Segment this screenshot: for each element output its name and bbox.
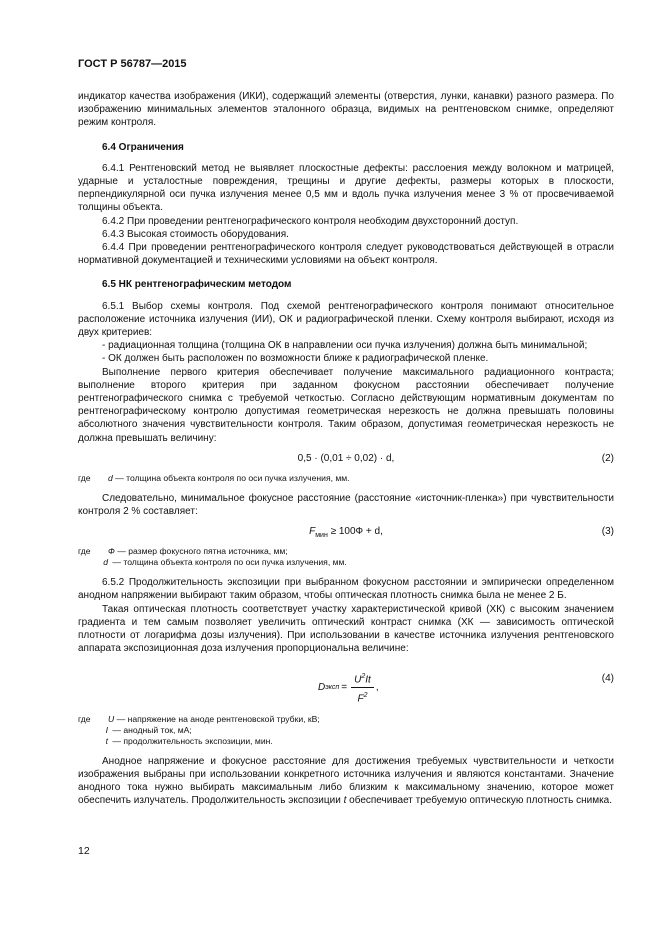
where-symbol: d — [108, 472, 113, 483]
where-block-4 — [78, 714, 614, 747]
where-symbol: Ф — [108, 546, 115, 557]
formula-4-expression: D эксп = $\frac{U^2It}{F^2}$ , — [318, 670, 379, 706]
paragraph-first-criterion: Выполнение первого критерия обеспечивает получение максимального радиационного контраста; выполнение второго критерия при заданном фокусном расстоянии обеспечивает получение рентгенографического снимка с требуемой четкостью. Согласно действующим нормативным документам по рентгенографическому контролю допустимая геометрическая нерезкость не должна превышать половины абсолютного значения чувствительности контроля. Таким образом, допустимая геометрическая нерезкость не должна превышать величину: — [78, 366, 614, 444]
where-text: — размер фокусного пятна источника, мм; — [117, 546, 288, 557]
formula-2 — [78, 451, 614, 467]
paragraph-consequently: Следовательно, минимальное фокусное расстояние (расстояние «источник-пленка») при чувствительности контроля 2 % составляет: — [78, 492, 614, 518]
paragraph-final: Анодное напряжение и фокусное расстояние для достижения требуемых чувствительности и четкости изображения выбраны при использовании конкретного источника излучения и являются константами. Значение анодного тока нужно выбирать максимальным либо близким к максимальному значению, которое может обеспечить излучатель. Продолжительность экспозиции t обеспечивает требуемую оптическую плотность снимка. — [78, 755, 614, 807]
page-number: 12 — [78, 845, 90, 857]
section-heading-6-5: 6.5 НК рентгенографическим методом — [102, 279, 292, 291]
paragraph-6-4-3: 6.4.3 Высокая стоимость оборудования. — [102, 228, 289, 240]
formula-4-number: (4) — [601, 672, 614, 684]
criterion-1: - радиационная толщина (толщина ОК в направлении оси пучка излучения) должна быть минимальной; — [102, 340, 588, 352]
document-header: ГОСТ Р 56787—2015 — [78, 58, 187, 70]
where-symbol: U — [108, 713, 115, 724]
where-text: — толщина объекта контроля по оси пучка излучения, мм. — [115, 472, 350, 483]
section-heading-6-4: 6.4 Ограничения — [102, 141, 184, 153]
criterion-2: - ОК должен быть расположен по возможности ближе к радиографической пленке. — [102, 353, 489, 365]
where-label: где — [78, 472, 91, 483]
fraction: $\frac{U^2It}{F^2}$ — [351, 670, 374, 706]
formula-4 — [78, 664, 614, 706]
where-text: — толщина объекта контроля по оси пучка излучения, мм. — [112, 557, 347, 568]
where-symbol: d — [103, 557, 108, 568]
formula-2-expression: 0,5 · (0,01 ÷ 0,02) · d, — [297, 452, 395, 464]
where-label: где — [78, 546, 91, 557]
paragraph-6-4-4: 6.4.4 При проведении рентгенографического контроля следует руководствоваться действующей в отрасли нормативной документацией и техническими условиями на объект контроля. — [78, 242, 614, 267]
where-symbol: I — [105, 724, 108, 735]
formula-3-expression: $F_{мин} \ge 100Ф + d$, — [309, 526, 383, 540]
where-text: — продолжительность экспозиции, мин. — [112, 735, 273, 746]
paragraph-6-5-1: 6.5.1 Выбор схемы контроля. Под схемой рентгенографического контроля понимают относительное расположение источника излучения (ИИ), ОК и радиографической пленки. Схему контроля выбирают, исходя из двух критериев: — [78, 300, 614, 339]
where-block-3 — [78, 546, 614, 568]
paragraph-optical-density: Такая оптическая плотность соответствует участку характеристической кривой (ХК) с высоким значением градиента и тем самым позволяет увеличить оптический контраст снимка (ХК — зависимость оптической плотности от логарифма дозы излучения). При использовании в качестве источника излучения рентгеновского аппарата экспозиционная доза излучения пропорциональна величине: — [78, 603, 614, 655]
where-label: где — [78, 713, 91, 724]
document-body — [78, 90, 614, 807]
formula-2-number: (2) — [601, 452, 614, 464]
formula-3-number: (3) — [601, 526, 614, 538]
where-symbol: t — [105, 735, 108, 746]
formula-3 — [78, 524, 614, 540]
paragraph-6-4-2: 6.4.2 При проведении рентгенографического контроля необходим двухсторонний доступ. — [102, 215, 519, 227]
intro-paragraph: индикатор качества изображения (ИКИ), содержащий элементы (отверстия, лунки, канавки) разного размера. По изображению минимальных элементов эталонного образца, видимых на рентгеновском снимке, определяют режим контроля. — [78, 91, 614, 129]
where-block-2 — [78, 473, 614, 484]
where-text: — напряжение на аноде рентгеновской трубки, кВ; — [116, 713, 320, 724]
paragraph-6-4-1: 6.4.1 Рентгеновский метод не выявляет плоскостные дефекты: расслоения между волокном и матрицей, ударные и усталостные повреждения, трещины и другие дефекты, размеры которых в плоскости, перпендикулярной оси пучка излучения менее 0,5 мм и вдоль пучка излучения менее 3 % от просвечиваемой толщины объекта. — [78, 162, 614, 214]
where-text: — анодный ток, мА; — [112, 724, 192, 735]
paragraph-6-5-2: 6.5.2 Продолжительность экспозиции при выбранном фокусном расстоянии и эмпирически определенном анодном напряжении выбирают таким образом, чтобы оптическая плотность снимка была не менее 2 Б. — [78, 577, 614, 602]
